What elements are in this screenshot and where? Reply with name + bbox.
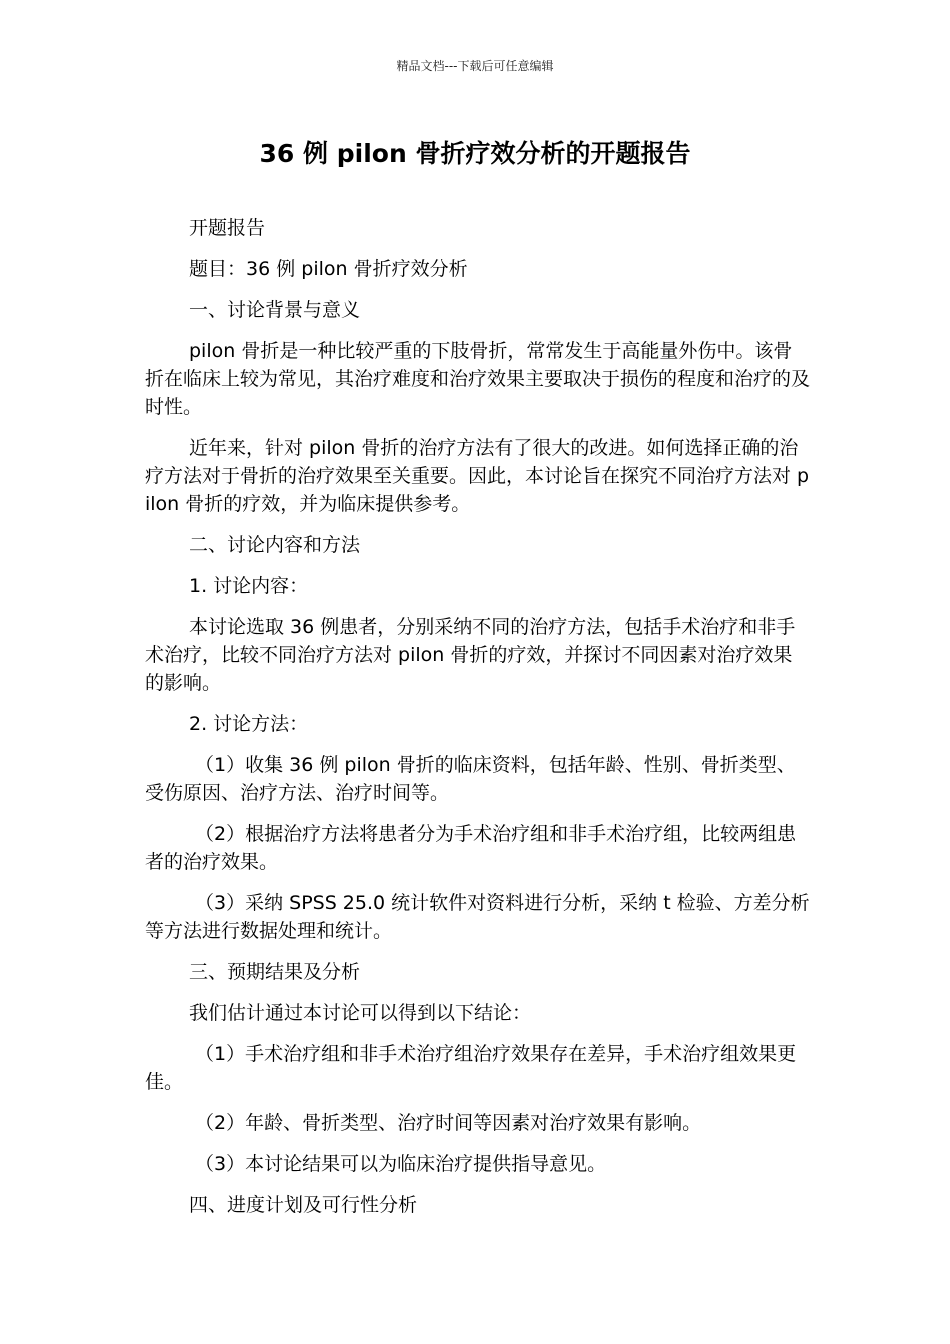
paragraph-background-1: pilon 骨折是一种比较严重的下肢骨折，常常发生于高能量外伤中。该骨折在临床上较为常见，其治疗难度和治疗效果主要取决于损伤的程度和治疗的及时性。 [145,340,811,418]
method-item-1: （1）收集 36 例 pilon 骨折的临床资料，包括年龄、性别、骨折类型、受伤原因、治疗方法、治疗时间等。 [145,754,796,804]
paragraph-content: 本讨论选取 36 例患者，分别采纳不同的治疗方法，包括手术治疗和非手术治疗，比较不同治疗方法对 pilon 骨折的疗效，并探讨不同因素对治疗效果的影响。 [145,616,796,694]
subheading-methods: 2. 讨论方法： [189,713,309,735]
method-item-2: （2）根据治疗方法将患者分为手术治疗组和非手术治疗组，比较两组患者的治疗效果。 [145,823,797,873]
result-item-3: （3）本讨论结果可以为临床治疗提供指导意见。 [195,1153,607,1175]
document-body [145,214,810,1232]
heading-content-methods: 二、讨论内容和方法 [189,534,361,556]
heading-background: 一、讨论背景与意义 [189,299,361,321]
result-item-1: （1）手术治疗组和非手术治疗组治疗效果存在差异，手术治疗组效果更佳。 [145,1043,797,1093]
paragraph-expected-intro: 我们估计通过本讨论可以得到以下结论： [189,1002,532,1024]
heading-expected-results: 三、预期结果及分析 [189,961,361,983]
paragraph-background-2: 近年来，针对 pilon 骨折的治疗方法有了很大的改进。如何选择正确的治疗方法对于骨折的治疗效果至关重要。因此，本讨论旨在探究不同治疗方法对 pilon 骨折的疗效，并为临床提供参考。 [145,437,810,515]
result-item-2: （2）年龄、骨折类型、治疗时间等因素对治疗效果有影响。 [195,1112,702,1134]
section-label-report: 开题报告 [189,217,266,239]
document-title: 36 例 pilon 骨折疗效分析的开题报告 [259,139,691,168]
method-item-3: （3）采纳 SPSS 25.0 统计软件对资料进行分析，采纳 t 检验、方差分析等方法进行数据处理和统计。 [145,892,810,942]
header-note: 精品文档---下载后可任意编辑 [396,59,554,73]
heading-schedule: 四、进度计划及可行性分析 [189,1194,418,1216]
topic-line: 题目：36 例 pilon 骨折疗效分析 [189,258,468,280]
subheading-content: 1. 讨论内容： [189,575,309,597]
